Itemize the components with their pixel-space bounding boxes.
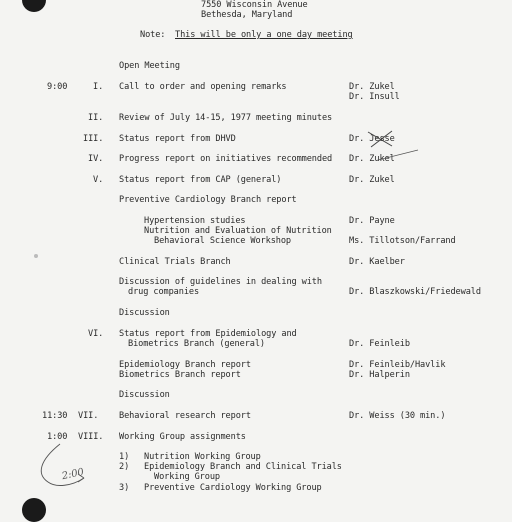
address-line: 7550 Wisconsin Avenue: [201, 0, 308, 10]
item-speaker: Dr. Zukel: [349, 154, 395, 164]
item-topic: Call to order and opening remarks: [119, 82, 287, 92]
time-item-1: 9:00: [47, 82, 68, 92]
item-number: V.: [93, 175, 104, 185]
paper-speck: [34, 254, 38, 258]
sub-item-topic: Epidemiology Branch report: [119, 360, 251, 370]
sub-item-topic-cont: Behavioral Science Workshop: [154, 236, 291, 246]
sub-item-topic: Nutrition and Evaluation of Nutrition: [144, 226, 332, 236]
item-speaker: Dr. Weiss (30 min.): [349, 411, 446, 421]
city-line: Bethesda, Maryland: [201, 10, 293, 20]
item-number: IV.: [88, 154, 104, 164]
item-topic: Status report from CAP (general): [119, 175, 282, 185]
group-number: 2): [119, 462, 130, 472]
item-speaker: Dr. Feinleib: [349, 339, 410, 349]
item-speaker: Dr. Zukel: [349, 82, 395, 92]
group-label-cont: Working Group: [154, 472, 220, 482]
item-topic: Status report from Epidemiology and: [119, 329, 297, 339]
group-label: Nutrition Working Group: [144, 452, 261, 462]
item-number: VII.: [78, 411, 99, 421]
sub-item-topic: Biometrics Branch report: [119, 370, 241, 380]
group-number: 1): [119, 452, 130, 462]
item-speaker: Dr. Jesse: [349, 134, 395, 144]
sub-item-speaker: Ms. Tillotson/Farrand: [349, 236, 456, 246]
item-number: VI.: [88, 329, 104, 339]
discussion-label: Discussion: [119, 308, 170, 318]
item-number: II.: [88, 113, 104, 123]
item-topic: Working Group assignments: [119, 432, 246, 442]
meeting-note-label: Note:: [140, 30, 166, 40]
item-topic: Progress report on initiatives recommended: [119, 154, 333, 164]
item-topic: Review of July 14-15, 1977 meeting minutes: [119, 113, 333, 123]
guidelines-speaker: Dr. Blaszkowski/Friedewald: [349, 287, 481, 297]
item-topic: Status report from DHVD: [119, 134, 236, 144]
time-item-7: 11:30: [42, 411, 68, 421]
discussion-label: Discussion: [119, 390, 170, 400]
pcb-report-heading: Preventive Cardiology Branch report: [119, 195, 297, 205]
item-number: I.: [93, 82, 104, 92]
sub-item-topic: Hypertension studies: [144, 216, 246, 226]
sub-item-speaker: Dr. Feinleib/Havlik: [349, 360, 446, 370]
group-label: Preventive Cardiology Working Group: [144, 483, 322, 493]
item-topic-cont: Biometrics Branch (general): [128, 339, 265, 349]
clinical-trials-heading: Clinical Trials Branch: [119, 257, 231, 267]
clinical-trials-speaker: Dr. Kaelber: [349, 257, 405, 267]
sub-item-speaker: Dr. Payne: [349, 216, 395, 226]
guidelines-topic-cont: drug companies: [128, 287, 200, 297]
open-meeting-heading: Open Meeting: [119, 61, 180, 71]
group-label: Epidemiology Branch and Clinical Trials: [144, 462, 342, 472]
item-speaker: Dr. Zukel: [349, 175, 395, 185]
sub-item-speaker: Dr. Halperin: [349, 370, 410, 380]
cross-out-mark: [368, 131, 392, 147]
item-topic: Behavioral research report: [119, 411, 251, 421]
item-speaker: Dr. Insull: [349, 92, 400, 102]
time-item-8: 1:00: [47, 432, 68, 442]
item-number: VIII.: [78, 432, 104, 442]
group-number: 3): [119, 483, 130, 493]
guidelines-topic: Discussion of guidelines in dealing with: [119, 277, 322, 287]
handwritten-time: 2:00: [60, 466, 85, 483]
check-mark: [378, 150, 418, 160]
item-number: III.: [83, 134, 104, 144]
meeting-note: This will be only a one day meeting: [175, 30, 353, 40]
